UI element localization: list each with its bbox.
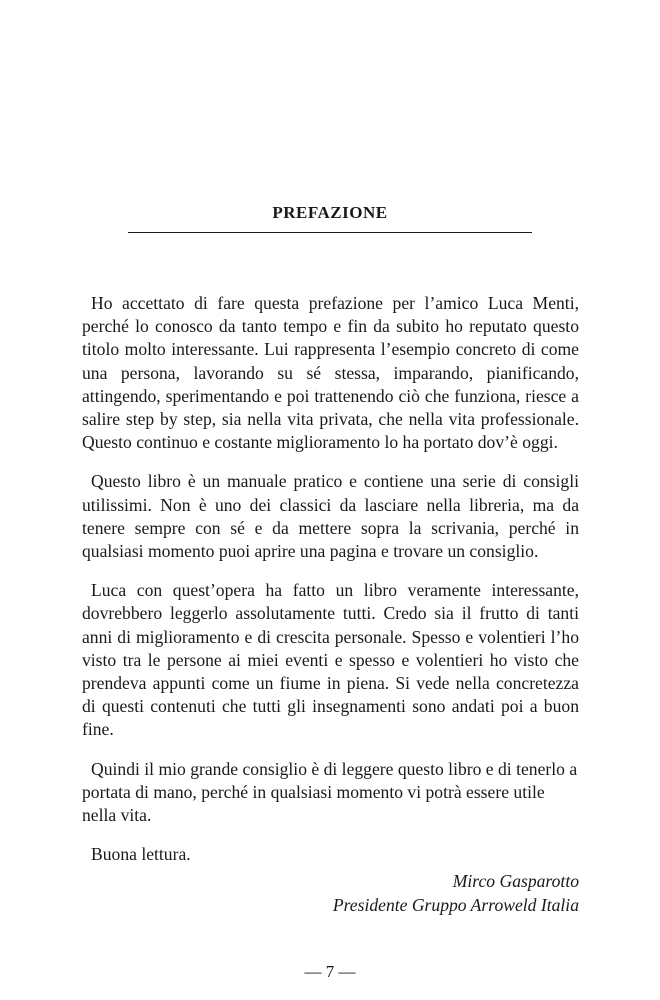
- signature-title: Presidente Gruppo Arroweld Italia: [332, 894, 579, 915]
- paragraph-3: Luca con quest’opera ha fatto un libro veramente interessante, dovrebbero leggerlo assolutamente tutti. Credo sia il frutto di tanti anni di miglioramento e di crescita personale. Spesso e volentieri l’ho visto tra le persone ai miei eventi e spesso e volentieri ho visto che prendeva appunti come un fiume in piena. Si vede nella concretezza di questi contenuti che tutti gli insegnamenti sono andati poi a buon fine.: [82, 580, 579, 740]
- signature-name: Mirco Gasparotto: [452, 871, 579, 892]
- chapter-heading: PREFAZIONE: [272, 203, 388, 222]
- closing-greeting: Buona lettura.: [91, 844, 191, 865]
- paragraph-1: Ho accettato di fare questa prefazione per l’amico Luca Menti, perché lo conosco da tanto tempo e fin da subito ho reputato questo titolo molto interessante. Lui rappresenta l’esempio concreto di come una persona, lavorando su sé stessa, imparando, pianificando, attingendo, sperimentando e poi trattenendo ciò che funziona, riesce a salire step by step, sia nella vita privata, che nella vita professionale. Questo continuo e costante miglioramento lo ha portato dov’è oggi.: [82, 293, 579, 453]
- heading-underline: [128, 232, 532, 233]
- page-number: — 7 —: [304, 962, 356, 981]
- paragraph-2: Questo libro è un manuale pratico e contiene una serie di consigli utilissimi. Non è uno dei classici da lasciare nella libreria, ma da tenere sempre con sé e da mettere sopra la scrivania, perché in qualsiasi momento puoi aprire una pagina e trovare un consiglio.: [82, 471, 579, 562]
- paragraph-4: Quindi il mio grande consiglio è di leggere questo libro e di tenerlo a portata di mano, perché in qualsiasi momento vi potrà essere utile nella vita.: [82, 758, 578, 826]
- preface-body: [82, 292, 579, 917]
